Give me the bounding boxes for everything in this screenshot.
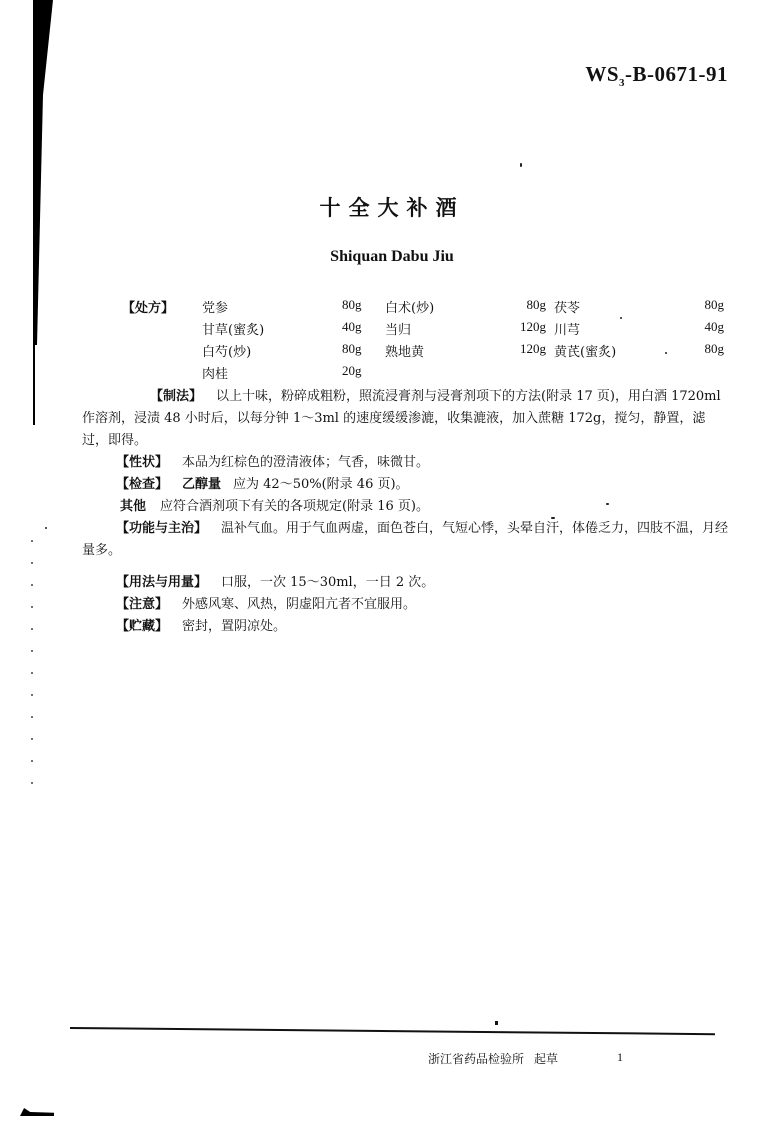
ingredient-dose: 80g [704, 341, 724, 356]
scan-noise [31, 540, 33, 800]
ingredient-dose: 120g [520, 319, 546, 334]
preparation-text: 以上十味，粉碎成粗粉，照流浸膏剂与浸膏剂项下的方法(附录 17 页)，用白酒 1720ml 作溶剂，浸渍 48 小时后，以每分钟 1～3ml 的速度缓缓渗漉，收集漉液，加入蔗糖 172g，搅匀，静置，滤过，即得。 [82, 389, 721, 448]
ingredient-name: 川芎 [554, 323, 581, 338]
ingredient-dose: 80g [704, 297, 724, 312]
indications-section [82, 518, 730, 562]
ingredient-dose: 40g [704, 319, 724, 334]
description-label: 【性状】 [116, 455, 169, 470]
ingredient-dose: 20g [342, 363, 362, 378]
ingredient-dose: 80g [342, 297, 362, 312]
ingredient-name: 熟地黄 [385, 345, 425, 360]
inspection-sublabel: 乙醇量 [182, 477, 222, 492]
title-chinese: 十全大补酒 [319, 196, 465, 220]
other-section [82, 496, 730, 518]
formula-row [202, 341, 732, 363]
scan-binding-shadow [33, 345, 35, 425]
inspection-label: 【检查】 [116, 477, 169, 492]
precautions-text: 外感风寒、风热，阴虚阳亢者不宜服用。 [182, 597, 417, 612]
ingredient-name: 白术(炒) [385, 301, 435, 316]
footer-divider [70, 1027, 715, 1035]
indications-text: 温补气血。用于气血两虚，面色苍白，气短心悸，头晕自汗，体倦乏力，四肢不温，月经量多。 [82, 521, 729, 558]
footer-drafter [428, 1050, 568, 1067]
description-text: 本品为红棕色的澄清液体；气香，味微甘。 [182, 455, 430, 470]
indications-label: 【功能与主治】 [116, 521, 208, 536]
dosage-section [82, 572, 730, 594]
ingredient-name: 肉桂 [202, 367, 229, 382]
formula-label: 【处方】 [122, 301, 175, 316]
storage-label: 【贮藏】 [116, 619, 169, 634]
formula-row [202, 319, 732, 341]
preparation-section [82, 386, 730, 452]
standard-code-prefix: WS [585, 62, 619, 86]
ingredient-name: 白芍(炒) [202, 345, 252, 360]
standard-code-suffix: -B-0671-91 [625, 62, 728, 86]
ingredient-name: 党参 [202, 301, 229, 316]
page-number: 1 [617, 1050, 623, 1064]
preparation-label: 【制法】 [150, 389, 203, 404]
standard-code-subscript: 3 [619, 77, 625, 90]
dosage-text: 口服，一次 15～30ml，一日 2 次。 [221, 575, 435, 590]
storage-section [82, 616, 730, 638]
ingredient-dose: 80g [342, 341, 362, 356]
storage-text: 密封，置阴凉处。 [182, 619, 287, 634]
other-label: 其他 [120, 499, 147, 514]
scan-speck [520, 163, 522, 167]
scan-corner-mark [20, 1108, 54, 1116]
formula-row [202, 297, 732, 319]
ingredient-name: 黄芪(蜜炙) [554, 345, 617, 360]
footer-institution: 浙江省药品检验所 [428, 1052, 525, 1066]
description-section [82, 452, 730, 474]
scan-speck [495, 1021, 498, 1025]
ingredient-dose: 80g [526, 297, 546, 312]
footer-role: 起草 [534, 1052, 559, 1066]
inspection-text: 应为 42～50%(附录 46 页)。 [233, 477, 409, 492]
formula-row [202, 363, 732, 385]
title-pinyin: Shiquan Dabu Jiu [330, 248, 454, 265]
precautions-label: 【注意】 [116, 597, 169, 612]
precautions-section [82, 594, 730, 616]
ingredient-name: 茯苓 [554, 301, 581, 316]
standard-code [585, 62, 728, 89]
ingredient-dose: 120g [520, 341, 546, 356]
other-text: 应符合酒剂项下有关的各项规定(附录 16 页)。 [160, 499, 429, 514]
inspection-section [82, 474, 730, 496]
ingredient-dose: 40g [342, 319, 362, 334]
ingredient-name: 当归 [385, 323, 412, 338]
dosage-label: 【用法与用量】 [116, 575, 208, 590]
ingredient-name: 甘草(蜜炙) [202, 323, 265, 338]
scan-binding-shadow [33, 0, 53, 95]
scan-speck [45, 527, 47, 529]
